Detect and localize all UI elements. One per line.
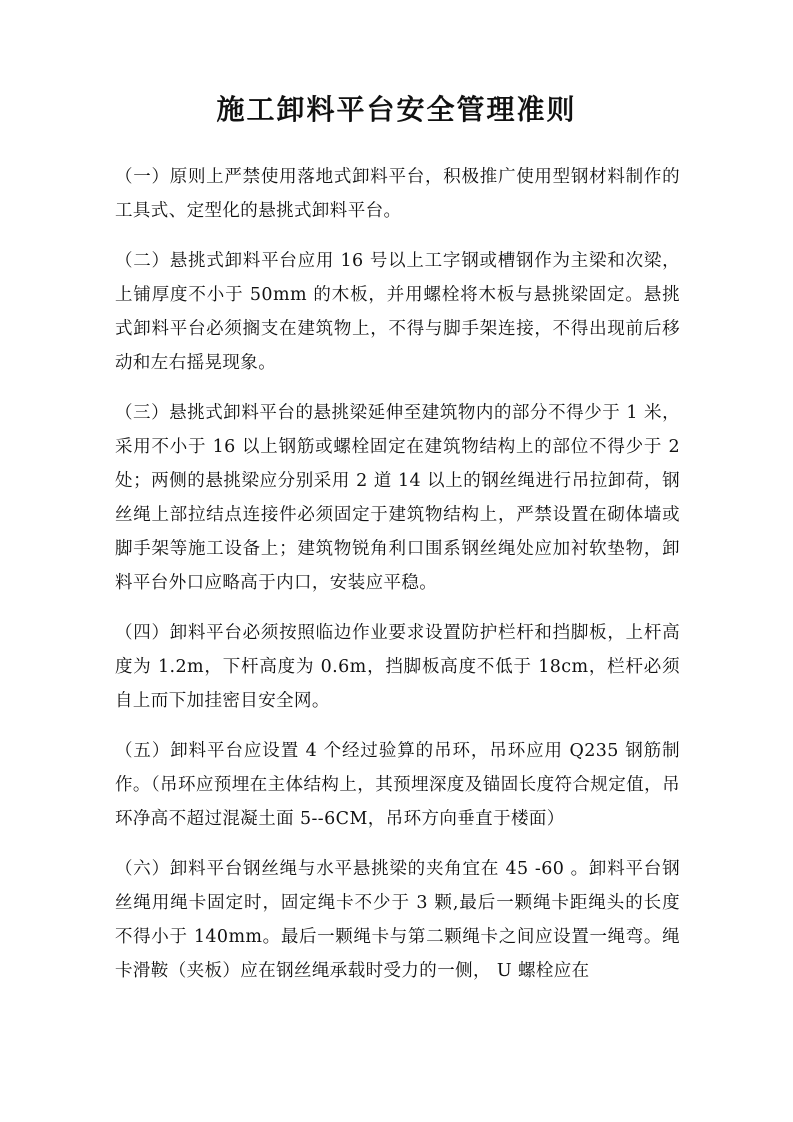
paragraph-4: （四）卸料平台必须按照临边作业要求设置防护栏杆和挡脚板，上杆高度为 1.2m，下杆高度为 0.6m，挡脚板高度不低于 18cm，栏杆必须自上而下加挂密目安全网。 <box>115 623 680 711</box>
document-title: 施工卸料平台安全管理准则 <box>216 93 577 126</box>
paragraph-1: （一）原则上严禁使用落地式卸料平台，积极推广使用型钢材料制作的工具式、定型化的悬挑式卸料平台。 <box>115 167 680 221</box>
paragraph-5: （五）卸料平台应设置 4 个经过验算的吊环，吊环应用 Q235 钢筋制作。（吊环应预埋在主体结构上，其预埋深度及锚固长度符合规定值，吊环净高不超过混凝土面 5--6CM，吊环方向垂直于楼面） <box>115 741 680 829</box>
document-body <box>115 160 680 1004</box>
paragraph-2: （二）悬挑式卸料平台应用 16 号以上工字钢或槽钢作为主梁和次梁，上铺厚度不小于 50mm 的木板，并用螺栓将木板与悬挑梁固定。悬挑式卸料平台必须搁支在建筑物上，不得与脚手架连接，不得出现前后移动和左右摇晃现象。 <box>115 251 680 373</box>
paragraph-6: （六）卸料平台钢丝绳与水平悬挑梁的夹角宜在 45 -60 。卸料平台钢丝绳用绳卡固定时，固定绳卡不少于 3 颗,最后一颗绳卡距绳头的长度不得小于 140mm。最后一颗绳卡与第二颗绳卡之间应设置一绳弯。绳卡滑鞍（夹板）应在钢丝绳承载时受力的一侧， U 螺栓应在 <box>115 859 680 981</box>
paragraph-3: （三）悬挑式卸料平台的悬挑梁延伸至建筑物内的部分不得少于 1 米，采用不小于 16 以上钢筋或螺栓固定在建筑物结构上的部位不得少于 2 处；两侧的悬挑梁应分别采用 2 道 14 以上的钢丝绳进行吊拉卸荷，钢丝绳上部拉结点连接件必须固定于建筑物结构上，严禁设置在砌体墙或脚手架等施工设备上；建筑物锐角利口围系钢丝绳处应加衬软垫物，卸料平台外口应略高于内口，安装应平稳。 <box>115 403 680 593</box>
